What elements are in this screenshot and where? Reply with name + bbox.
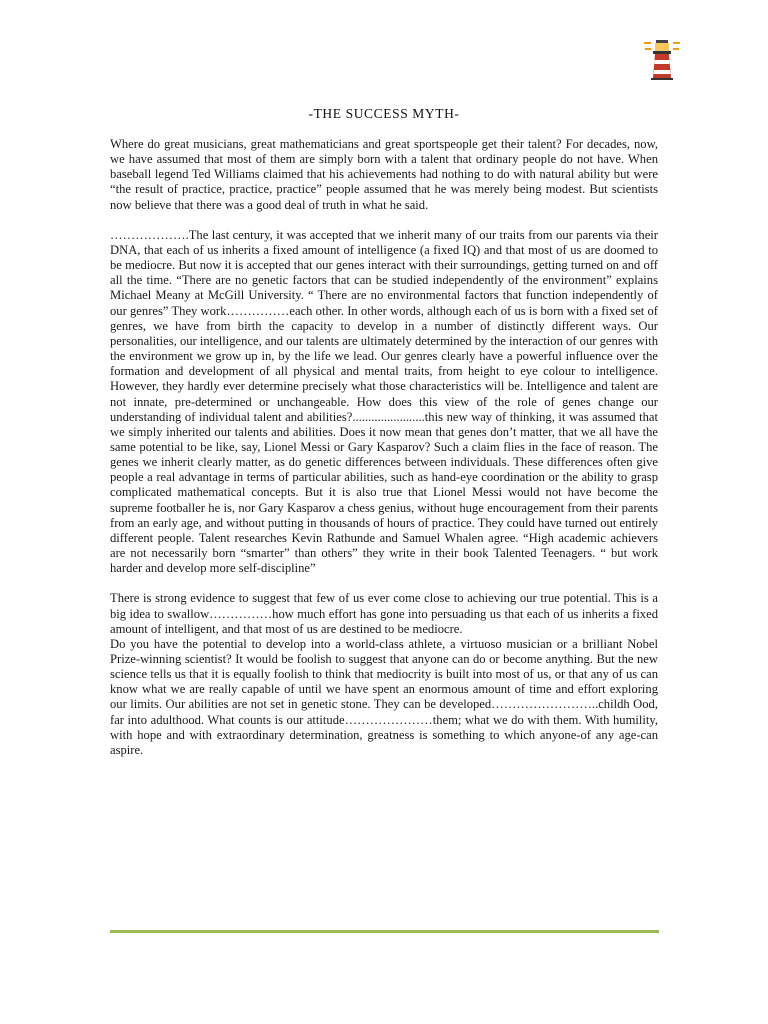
paragraph-gap (110, 213, 658, 228)
page-title: -THE SUCCESS MYTH- (308, 106, 460, 121)
paragraph: Where do great musicians, great mathematicians and great sportspeople get their talent? For decades, now, we have assumed that most of them are simply born with a talent that ordinary people do not have. When baseball legend Ted Williams claimed that his achievements had nothing to do with natural ability but were “the result of practice, practice, practice” people assumed that he was merely being modest. But scientists now believe that there was a good deal of truth in what he said. (110, 137, 658, 212)
paragraph: ……………….The last century, it was accepted that we inherit many of our traits from our parents via their DNA, that each of us inherits a fixed amount of intelligence (a fixed IQ) and that most of us are doomed to be mediocre. But now it is accepted that our genes interact with their surroundings, getting turned on and off all the time. “There are no genetic factors that can be studied independently of the environment” explains Michael Meany at McGill University. “ There are no environmental factors that function independently of our genres” They work……………each other. In other words, although each of us is born with a fixed set of genres, we have from birth the capacity to develop in a number of distinctly different ways. Our personalities, our intelligence, and our talents are ultimately determined by the interaction of our genres with the environment we grow up in, by the life we lead. Our genres clearly have a powerful influence over the formation and development of all physical and mental traits, from height to eye colour to intelligence. However, they hardly ever determine precisely what those characteristics will be. Intelligence and talent are not innate, pre-determined or unchangeable. How does this view of the role of genes change our understanding of individual talent and abilities?.......................this new way of thinking, it was assumed that we simply inherited our talents and abilities. Does it now mean that genes don’t matter, that we all have the same potential to be like, say, Lionel Messi or Gary Kasparov? Such a claim flies in the face of reason. The genes we inherit clearly matter, as do genetic differences between individuals. These differences often give people a real advantage in terms of particular abilities, such as hand-eye coordination or the ability to grasp complicated mathematical concepts. But it is also true that Lionel Messi would not have become the supreme footballer he is, nor Gary Kasparov a chess genius, without huge encouragement from their parents from an early age, and without putting in thousands of hours of practice. They could have turned out entirely different people. Talent researches Kevin Rathunde and Samuel Whalen agree. “High academic achievers are not necessarily born “smarter” than others” they write in their book Talented Teenagers. “ but work harder and develop more self-discipline” (110, 227, 659, 576)
paragraph-gap (110, 576, 658, 591)
article-body (110, 137, 658, 758)
lighthouse-icon (644, 40, 680, 80)
footer-rule (110, 930, 659, 933)
paragraph: There is strong evidence to suggest that few of us ever come close to achieving our true potential. This is a big idea to swallow……………how much effort has gone into persuading us that each of us inherits a fixed amount of intelligent, and that most of us are destined to be mediocre. (110, 591, 658, 636)
paragraph: Do you have the potential to develop into a world-class athlete, a virtuoso musician or a brilliant Nobel Prize-winning scientist? It would be foolish to suggest that anyone can do or become anything. But the new science tells us that it is equally foolish to think that mediocrity is built into most of us, or that any of us can know what we are really capable of until we have spent an enormous amount of time and effort exploring our limits. Our abilities are not set in genetic stone. They can be developed……………………..childh Ood, far into adulthood. What counts is our attitude…………………them; what we do with them. With humility, with hope and with extraordinary determination, greatness is something to which anyone-of any age-can aspire. (110, 636, 658, 757)
